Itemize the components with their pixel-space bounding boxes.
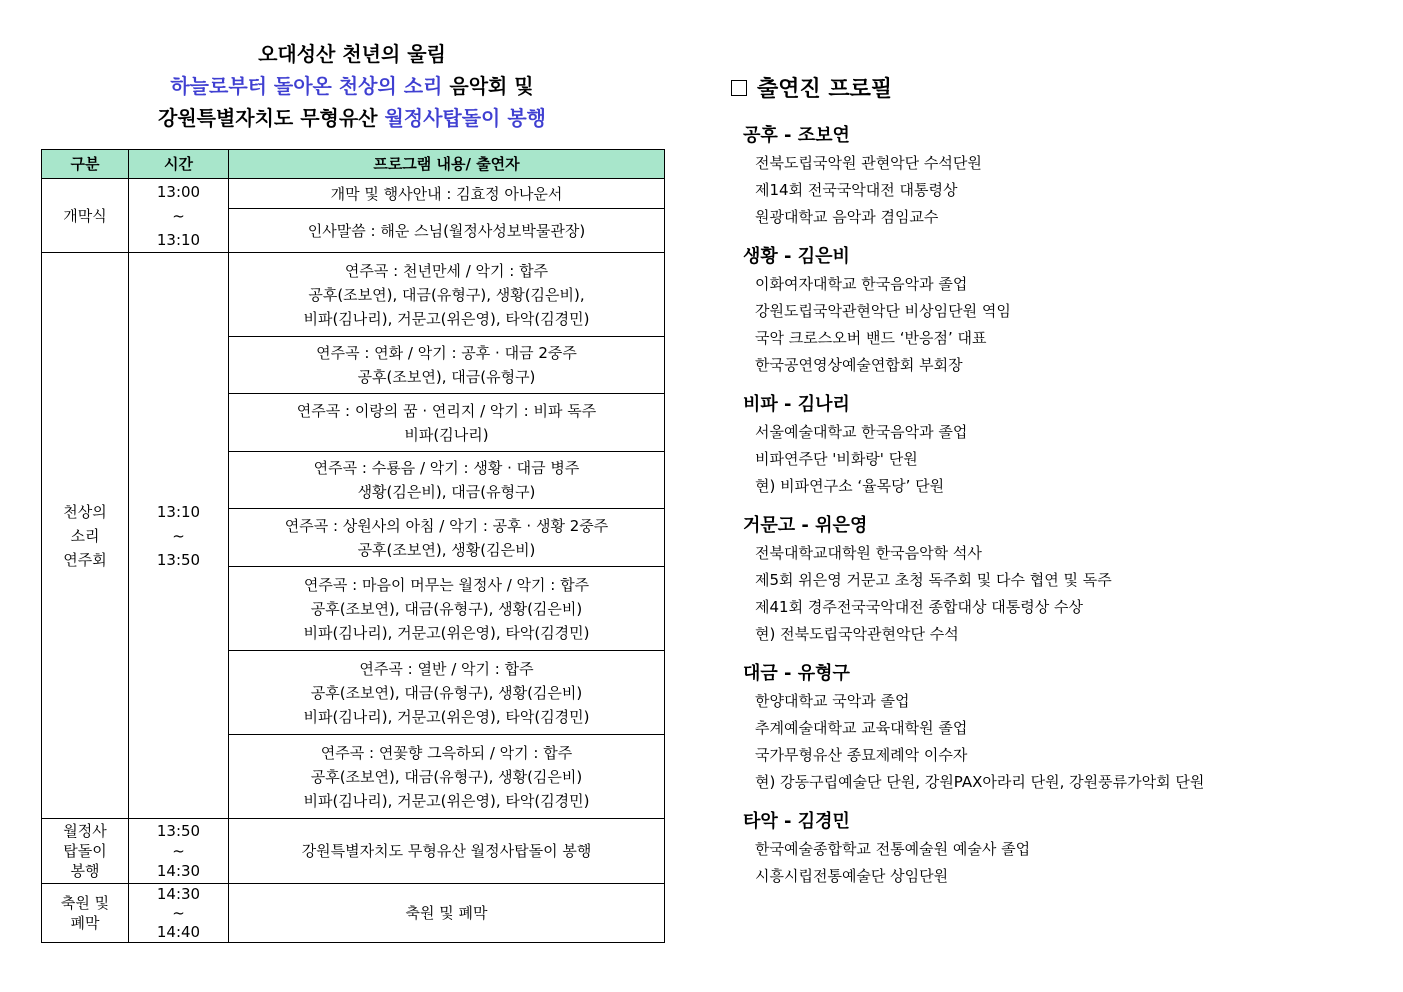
program-line: 공후(조보연), 대금(유형구), 생황(김은비),: [308, 285, 585, 304]
time-start: 14:30: [156, 884, 201, 903]
category-cell: [42, 819, 129, 884]
section-item: 한국예술종합학교 전통예술원 예술사 졸업: [755, 840, 1031, 858]
section-heading: 공후 - 조보연: [743, 125, 850, 146]
section-item: 강원도립국악관현악단 비상임단원 역임: [755, 302, 1011, 320]
program-cell: [229, 253, 665, 337]
program-line: 축원 및 폐막: [405, 904, 488, 922]
program-line: 연주곡 : 상원사의 아침 / 악기 : 공후 · 생황 2중주: [284, 516, 609, 535]
checkbox-square-icon: [731, 80, 747, 96]
time-cell: [129, 884, 229, 943]
time-sep: ~: [172, 842, 185, 860]
profile-section: [743, 243, 1371, 379]
program-cell: [229, 452, 665, 509]
section-item: 서울예술대학교 한국음악과 졸업: [755, 423, 968, 441]
program-line: 비파(김나리), 거문고(위은영), 타악(김경민): [303, 791, 590, 810]
table-row: [42, 819, 665, 884]
table-header-row: [42, 150, 665, 179]
section-heading: 거문고 - 위은영: [743, 515, 868, 536]
program-line: 연주곡 : 연꽃향 그윽하되 / 악기 : 합주: [320, 743, 573, 762]
program-line: 공후(조보연), 대금(유형구), 생황(김은비): [310, 599, 583, 618]
time-start: 13:50: [156, 822, 201, 840]
profile-section: [743, 660, 1371, 796]
section-item: 한국공연영상예술연합회 부회장: [755, 356, 963, 374]
category-cell: 개막식: [42, 179, 129, 253]
program-cell: [229, 337, 665, 394]
title-line-2-rest: 음악회 및: [442, 74, 534, 98]
title-line-3-pre: 강원특별자치도 무형유산: [158, 106, 385, 130]
program-line: 비파(김나리), 거문고(위은영), 타악(김경민): [303, 707, 590, 726]
section-item: 추계예술대학교 교육대학원 졸업: [755, 719, 968, 737]
program-line: 공후(조보연), 생황(김은비): [357, 540, 536, 559]
profile-section: [743, 391, 1371, 500]
header-category: 구분: [42, 150, 129, 179]
category-line: 봉행: [70, 862, 100, 880]
time-sep: ~: [172, 526, 185, 545]
program-cell: [229, 179, 665, 209]
section-item: 국악 크로스오버 밴드 ‘반응점’ 대표: [755, 329, 987, 347]
category-line: 천상의: [63, 502, 107, 521]
program-cell: [229, 651, 665, 735]
time-end: 14:30: [156, 862, 201, 880]
program-line: 연주곡 : 천년만세 / 악기 : 합주: [344, 261, 549, 280]
section-heading: 생황 - 김은비: [743, 246, 850, 267]
program-line: 연주곡 : 열반 / 악기 : 합주: [359, 659, 534, 678]
title-line-1: 오대성산 천년의 울림: [258, 42, 446, 66]
title-line-3: [41, 102, 663, 134]
section-item: 제41회 경주전국국악대전 종합대상 대통령상 수상: [755, 598, 1083, 616]
section-item: 국가무형유산 종묘제례악 이수자: [755, 746, 968, 764]
program-line: 인사말씀 : 해운 스님(월정사성보박물관장): [307, 221, 586, 240]
program-line: 개막 및 행사안내 : 김효정 아나운서: [330, 184, 563, 203]
profile-section: [743, 512, 1371, 648]
program-cell: [229, 209, 665, 253]
time-cell: [129, 819, 229, 884]
time-cell: [129, 179, 229, 253]
program-line: 생황(김은비), 대금(유형구): [357, 483, 536, 501]
section-item: 현) 전북도립국악관현악단 수석: [755, 625, 959, 643]
section-item: 비파연주단 '비화랑' 단원: [755, 450, 918, 468]
program-line: 연주곡 : 마음이 머무는 월정사 / 악기 : 합주: [303, 575, 590, 594]
category-line: 월정사: [63, 822, 107, 840]
program-line: 공후(조보연), 대금(유형구), 생황(김은비): [310, 683, 583, 702]
category-line: 폐막: [70, 914, 100, 932]
profile-title-text: 출연진 프로필: [757, 77, 893, 102]
program-cell: [229, 394, 665, 452]
section-item: 전북도립국악원 관현악단 수석단원: [755, 154, 982, 172]
title-line-2: [41, 70, 663, 102]
time-end: 13:10: [156, 230, 201, 249]
program-cell: [229, 567, 665, 651]
section-heading: 타악 - 김경민: [743, 811, 850, 832]
program-line: 연주곡 : 수룡음 / 악기 : 생황 · 대금 병주: [313, 459, 580, 477]
section-item: 원광대학교 음악과 겸임교수: [755, 208, 939, 226]
profile-panel: [731, 70, 1371, 890]
section-item: 현) 비파연구소 ‘율목당’ 단원: [755, 477, 945, 495]
header-time: 시간: [129, 150, 229, 179]
program-cell: [229, 509, 665, 567]
section-heading: 비파 - 김나리: [743, 394, 850, 415]
category-cell: [42, 253, 129, 819]
profile-title: [731, 70, 1371, 110]
time-cell: [129, 253, 229, 819]
title-highlight-concert: 하늘로부터 돌아온 천상의 소리: [170, 74, 443, 98]
section-item: 이화여자대학교 한국음악과 졸업: [755, 275, 968, 293]
section-item: 제14회 전국국악대전 대통령상: [755, 181, 958, 199]
program-cell: [229, 735, 665, 819]
section-item: 제5회 위은영 거문고 초청 독주회 및 다수 협연 및 독주: [755, 571, 1112, 589]
program-cell: [229, 819, 665, 884]
time-end: 14:40: [156, 922, 201, 941]
category-line: 소리: [70, 526, 100, 545]
program-line: 공후(조보연), 대금(유형구), 생황(김은비): [310, 767, 583, 786]
category-line: 연주회: [63, 550, 107, 569]
category-cell: [42, 884, 129, 943]
program-line: 연주곡 : 연화 / 악기 : 공후 · 대금 2중주: [316, 344, 577, 362]
profile-section: [743, 122, 1371, 231]
time-sep: ~: [172, 206, 185, 225]
category-line: 탑돌이: [63, 842, 107, 860]
program-cell: [229, 884, 665, 943]
program-line: 비파(김나리): [404, 425, 489, 444]
program-line: 비파(김나리), 거문고(위은영), 타악(김경민): [303, 309, 590, 328]
time-end: 13:50: [156, 550, 201, 569]
time-start: 13:00: [156, 182, 201, 201]
time-start: 13:10: [156, 502, 201, 521]
category-line: 축원 및: [60, 894, 110, 912]
table-row: [42, 253, 665, 337]
table-row: [42, 179, 665, 209]
section-heading: 대금 - 유형구: [743, 663, 850, 684]
section-item: 한양대학교 국악과 졸업: [755, 692, 910, 710]
section-item: 전북대학교대학원 한국음악학 석사: [755, 544, 982, 562]
program-line: 강원특별자치도 무형유산 월정사탑돌이 봉행: [301, 842, 592, 860]
profile-section: [743, 808, 1371, 890]
schedule-table: [41, 149, 665, 943]
table-row: [42, 884, 665, 943]
section-item: 시흥시립전통예술단 상임단원: [755, 867, 949, 885]
time-sep: ~: [172, 903, 185, 922]
section-item: 현) 강동구립예술단 단원, 강원PAX아라리 단원, 강원풍류가악회 단원: [755, 773, 1205, 791]
title-highlight-ritual: 월정사탑돌이 봉행: [384, 106, 546, 130]
program-line: 비파(김나리), 거문고(위은영), 타악(김경민): [303, 623, 590, 642]
program-line: 공후(조보연), 대금(유형구): [357, 368, 536, 386]
header-program: 프로그램 내용/ 출연자: [229, 150, 665, 179]
program-line: 연주곡 : 이랑의 꿈 · 연리지 / 악기 : 비파 독주: [296, 401, 597, 420]
